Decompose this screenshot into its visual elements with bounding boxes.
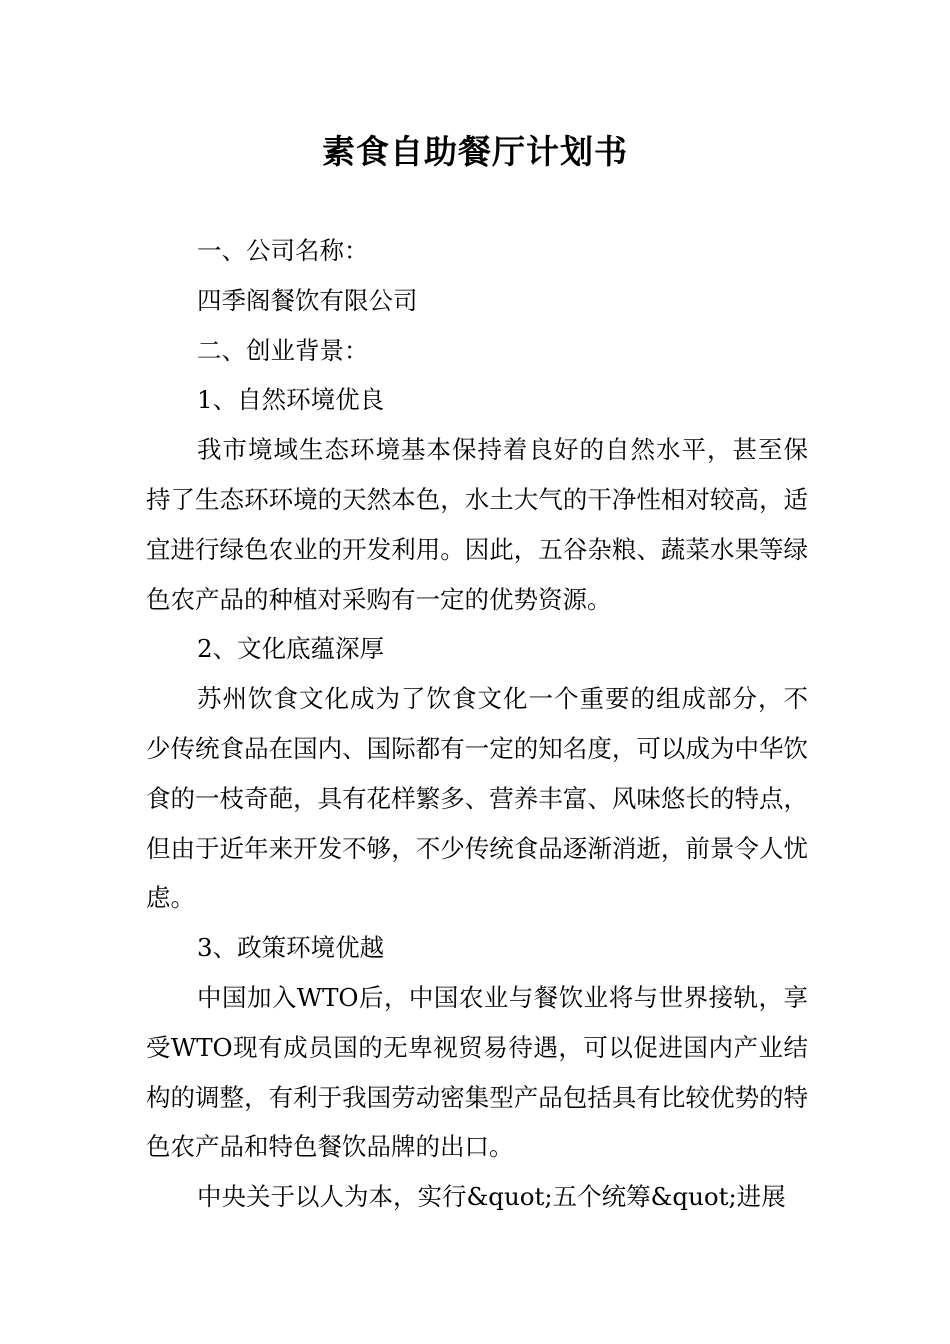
paragraph-central-policy: 中央关于以人为本，实行&quot;五个统筹&quot;进展 [197, 1182, 786, 1212]
subheading-environment: 1、自然环境优良 [197, 385, 385, 415]
subheading-culture: 2、文化底蕴深厚 [197, 634, 385, 664]
heading-company-name: 一、公司名称： [197, 236, 369, 265]
paragraph-policy: 中国加入WTO后，中国农业与餐饮业将与世界接轨，享受WTO现有成员国的无卑视贸易待遇，可以促进国内产业结构的调整，有利于我国劳动密集型产品包括具有比较优势的特色农产品和特色餐饮品牌的出口。 [146, 982, 808, 1162]
paragraph-culture: 苏州饮食文化成为了饮食文化一个重要的组成部分，不少传统食品在国内、国际都有一定的知名度，可以成为中华饮食的一枝奇葩，具有花样繁多、营养丰富、风味悠长的特点，但由于近年来开发不够，不少传统食品逐渐消逝，前景令人忧虑。 [146, 684, 808, 913]
document-body [146, 226, 808, 1222]
document-title: 素食自助餐厅计划书 [322, 132, 628, 171]
subheading-policy: 3、政策环境优越 [197, 933, 385, 963]
heading-background: 二、创业背景： [197, 335, 369, 365]
company-name-text: 四季阁餐饮有限公司 [197, 285, 418, 315]
paragraph-environment: 我市境域生态环境基本保持着良好的自然水平，甚至保持了生态环环境的天然本色，水土大气的干净性相对较高，适宜进行绿色农业的开发利用。因此，五谷杂粮、蔬菜水果等绿色农产品的种植对采购有一定的优势资源。 [146, 435, 808, 614]
